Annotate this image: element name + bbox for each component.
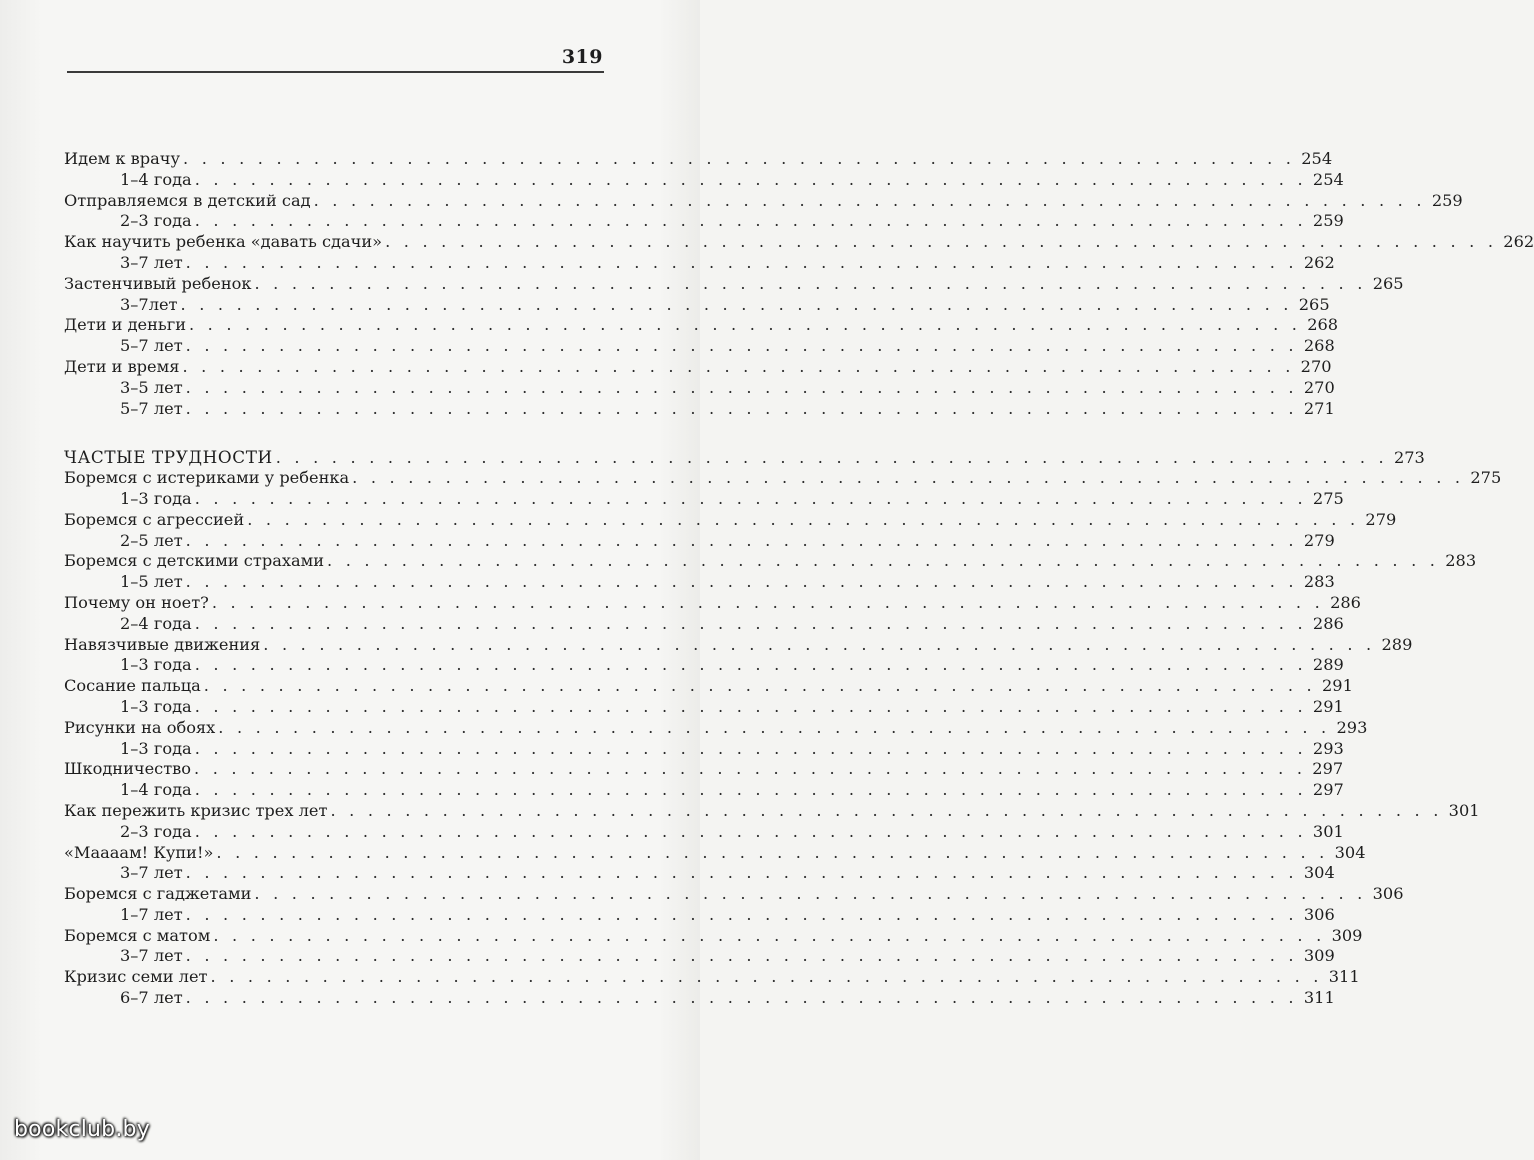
toc-entry-page: 297	[1312, 759, 1344, 779]
toc-entry	[64, 925, 1363, 947]
toc-entry-title: Сосание пальца	[64, 676, 201, 696]
dot-leader: . . . . . . . . . . . . . . . . . . . . . . . . . . . . . . . . . . . . . . . . . . . . . . . . . . . . . . . . . . . .	[194, 759, 1307, 779]
dot-leader: . . . . . . . . . . . . . . . . . . . . . . . . . . . . . . . . . . . . . . . . . . . . . . . . . . . . . . . . . . . .	[182, 356, 1295, 376]
toc-entry-title: 5–7 лет	[120, 336, 183, 356]
toc-sub-entry	[64, 488, 1344, 510]
dot-leader: . . . . . . . . . . . . . . . . . . . . . . . . . . . . . . . . . . . . . . . . . . . . . . . . . . . . . . . . . . . .	[194, 696, 1307, 716]
toc-sub-entry	[64, 336, 1335, 357]
toc-entry-title: Дети и время	[64, 356, 180, 376]
toc-entry-title: Шкодничество	[64, 759, 192, 779]
toc-sub-entry	[64, 169, 1344, 191]
toc-sub-entry	[64, 572, 1335, 593]
toc-entry-title: 2–4 года	[120, 613, 192, 633]
toc-entry-page: 309	[1303, 946, 1335, 966]
toc-entry-title: 1–3 года	[120, 488, 192, 508]
dot-leader: . . . . . . . . . . . . . . . . . . . . . . . . . . . . . . . . . . . . . . . . . . . . . . . . . . . . . . . . . . . .	[313, 190, 1426, 210]
toc-entry-title: 1–3 года	[120, 738, 192, 758]
toc-entry-page: 301	[1448, 800, 1480, 820]
toc-entry	[64, 149, 1333, 170]
toc-entry-title: Отправляемся в детский сад	[64, 190, 311, 210]
dot-leader: . . . . . . . . . . . . . . . . . . . . . . . . . . . . . . . . . . . . . . . . . . . . . . . . . . . . . . . . . . . .	[185, 988, 1298, 1008]
dot-leader: . . . . . . . . . . . . . . . . . . . . . . . . . . . . . . . . . . . . . . . . . . . . . . . . . . . . . . . . . . . .	[247, 509, 1360, 529]
dot-leader: . . . . . . . . . . . . . . . . . . . . . . . . . . . . . . . . . . . . . . . . . . . . . . . . . . . . . . . . . . . .	[263, 634, 1376, 654]
toc-entry-page: 265	[1298, 294, 1330, 314]
toc-entry-title: 1–4 года	[120, 169, 192, 189]
toc-sub-entry	[64, 821, 1344, 843]
toc-entry-title: 3–5 лет	[120, 377, 183, 397]
toc-entry-page: 306	[1372, 884, 1404, 904]
toc-entry-page: 271	[1303, 398, 1335, 418]
dot-leader: . . . . . . . . . . . . . . . . . . . . . . . . . . . . . . . . . . . . . . . . . . . . . . . . . . . . . . . . . . . .	[194, 613, 1307, 633]
toc-entry-title: 3–7лет	[120, 294, 178, 314]
toc-entry-page: 273	[1393, 448, 1425, 468]
dot-leader: . . . . . . . . . . . . . . . . . . . . . . . . . . . . . . . . . . . . . . . . . . . . . . . . . . . . . . . . . . . .	[254, 884, 1367, 904]
toc-entry-title: 3–7 лет	[120, 252, 183, 272]
toc-entry-page: 265	[1372, 273, 1404, 293]
toc-sub-entry	[64, 863, 1335, 884]
toc-sub-entry	[64, 252, 1335, 274]
toc-entry-page: 283	[1445, 551, 1477, 571]
dot-leader: . . . . . . . . . . . . . . . . . . . . . . . . . . . . . . . . . . . . . . . . . . . . . . . . . . . . . . . . . . . .	[203, 676, 1316, 696]
toc-entry-page: 259	[1312, 211, 1344, 231]
watermark-text: bookclub.by	[14, 1117, 150, 1142]
toc-entry-title: Боремся с детскими страхами	[64, 551, 325, 571]
toc-entry-title: Застенчивый ребенок	[64, 273, 252, 293]
toc-entry-title: 2–3 года	[120, 211, 192, 231]
toc-sub-entry	[64, 398, 1335, 420]
toc-entry-title: 3–7 лет	[120, 946, 183, 966]
toc-entry-page: 311	[1328, 967, 1360, 987]
page-number: 319	[561, 46, 603, 68]
toc-entry-page: 311	[1303, 988, 1335, 1008]
toc-entry-page: 279	[1303, 530, 1335, 550]
toc-entry	[64, 315, 1339, 336]
dot-leader: . . . . . . . . . . . . . . . . . . . . . . . . . . . . . . . . . . . . . . . . . . . . . . . . . . . . . . . . . . . .	[183, 149, 1296, 168]
dot-leader: . . . . . . . . . . . . . . . . . . . . . . . . . . . . . . . . . . . . . . . . . . . . . . . . . . . . . . . . . . . .	[254, 273, 1367, 293]
dot-leader: . . . . . . . . . . . . . . . . . . . . . . . . . . . . . . . . . . . . . . . . . . . . . . . . . . . . . . . . . . . .	[185, 530, 1298, 550]
toc-entry-page: 304	[1334, 842, 1366, 862]
toc-entry-page: 291	[1321, 676, 1353, 696]
dot-leader: . . . . . . . . . . . . . . . . . . . . . . . . . . . . . . . . . . . . . . . . . . . . . . . . . . . . . . . . . . . .	[385, 232, 1498, 252]
toc-entry-page: 268	[1307, 315, 1339, 335]
toc-entry-title: 6–7 лет	[120, 988, 183, 1008]
toc-entry	[64, 190, 1463, 212]
toc-sub-entry	[64, 530, 1335, 552]
toc-sub-entry	[64, 946, 1335, 967]
table-of-contents	[64, 149, 1534, 1009]
toc-entry-title: 1–3 года	[120, 696, 192, 716]
toc-entry-page: 268	[1303, 336, 1335, 356]
toc-entry-title: 5–7 лет	[120, 398, 183, 418]
toc-entry-title: 3–7 лет	[120, 863, 183, 883]
toc-sub-entry	[64, 988, 1335, 1009]
toc-entry-title: ЧАСТЫЕ ТРУДНОСТИ	[64, 447, 273, 468]
dot-leader: . . . . . . . . . . . . . . . . . . . . . . . . . . . . . . . . . . . . . . . . . . . . . . . . . . . . . . . . . . . .	[352, 468, 1465, 488]
dot-leader: . . . . . . . . . . . . . . . . . . . . . . . . . . . . . . . . . . . . . . . . . . . . . . . . . . . . . . . . . . . .	[185, 946, 1298, 966]
toc-entry-page: 306	[1303, 904, 1335, 924]
toc-entry-page: 262	[1503, 232, 1534, 252]
toc-entry-page: 259	[1431, 190, 1463, 210]
toc-sub-entry	[64, 780, 1344, 801]
toc-entry	[64, 967, 1360, 988]
toc-entry-page: 304	[1303, 863, 1335, 883]
dot-leader: . . . . . . . . . . . . . . . . . . . . . . . . . . . . . . . . . . . . . . . . . . . . . . . . . . . . . . . . . . . .	[194, 780, 1307, 800]
dot-leader: . . . . . . . . . . . . . . . . . . . . . . . . . . . . . . . . . . . . . . . . . . . . . . . . . . . . . . . . . . . .	[194, 488, 1307, 508]
dot-leader: . . . . . . . . . . . . . . . . . . . . . . . . . . . . . . . . . . . . . . . . . . . . . . . . . . . . . . . . . . . .	[211, 592, 1324, 612]
toc-entry-page: 270	[1300, 356, 1332, 376]
toc-entry	[64, 842, 1366, 864]
toc-sub-entry	[64, 738, 1344, 760]
toc-entry	[64, 468, 1502, 489]
dot-leader: . . . . . . . . . . . . . . . . . . . . . . . . . . . . . . . . . . . . . . . . . . . . . . . . . . . . . . . . . . . .	[185, 336, 1298, 356]
toc-entry	[64, 509, 1397, 531]
toc-entry-page: 254	[1301, 149, 1333, 168]
toc-entry	[64, 759, 1344, 780]
toc-sub-entry	[64, 655, 1344, 676]
toc-entry	[64, 676, 1353, 697]
toc-entry	[64, 232, 1534, 253]
toc-entry-page: 291	[1312, 696, 1344, 716]
toc-entry-title: Боремся с агрессией	[64, 509, 245, 529]
toc-entry-page: 279	[1365, 509, 1397, 529]
toc-entry-page: 289	[1381, 634, 1413, 654]
dot-leader: . . . . . . . . . . . . . . . . . . . . . . . . . . . . . . . . . . . . . . . . . . . . . . . . . . . . . . . . . . . .	[194, 738, 1307, 758]
dot-leader: . . . . . . . . . . . . . . . . . . . . . . . . . . . . . . . . . . . . . . . . . . . . . . . . . . . . . . . . . . . .	[194, 211, 1307, 231]
dot-leader: . . . . . . . . . . . . . . . . . . . . . . . . . . . . . . . . . . . . . . . . . . . . . . . . . . . . . . . . . . . .	[194, 655, 1307, 675]
dot-leader: . . . . . . . . . . . . . . . . . . . . . . . . . . . . . . . . . . . . . . . . . . . . . . . . . . . . . . . . . . . .	[194, 821, 1307, 841]
toc-entry-page: 262	[1303, 252, 1335, 272]
toc-entry-page: 301	[1312, 821, 1344, 841]
toc-entry	[64, 717, 1368, 739]
toc-entry	[64, 800, 1480, 822]
dot-leader: . . . . . . . . . . . . . . . . . . . . . . . . . . . . . . . . . . . . . . . . . . . . . . . . . . . . . . . . . . . .	[185, 377, 1298, 397]
dot-leader: . . . . . . . . . . . . . . . . . . . . . . . . . . . . . . . . . . . . . . . . . . . . . . . . . . . . . . . . . . . .	[330, 800, 1443, 820]
toc-entry-title: «Маааам! Купи!»	[64, 842, 214, 862]
toc-sub-entry	[64, 294, 1330, 316]
dot-leader: . . . . . . . . . . . . . . . . . . . . . . . . . . . . . . . . . . . . . . . . . . . . . . . . . . . . . . . . . . . .	[185, 572, 1298, 592]
toc-entry-page: 286	[1312, 613, 1344, 633]
toc-sub-entry	[64, 696, 1344, 718]
toc-entry-title: 1–5 лет	[120, 572, 183, 592]
toc-entry	[64, 634, 1413, 656]
toc-entry-title: Боремся с матом	[64, 925, 211, 945]
dot-leader: . . . . . . . . . . . . . . . . . . . . . . . . . . . . . . . . . . . . . . . . . . . . . . . . . . . . . . . . . . . .	[213, 925, 1326, 945]
toc-entry-title: Боремся с истериками у ребенка	[64, 468, 350, 488]
dot-leader: . . . . . . . . . . . . . . . . . . . . . . . . . . . . . . . . . . . . . . . . . . . . . . . . . . . . . . . . . . . .	[275, 448, 1388, 468]
dot-leader: . . . . . . . . . . . . . . . . . . . . . . . . . . . . . . . . . . . . . . . . . . . . . . . . . . . . . . . . . . . .	[185, 252, 1298, 272]
dot-leader: . . . . . . . . . . . . . . . . . . . . . . . . . . . . . . . . . . . . . . . . . . . . . . . . . . . . . . . . . . . .	[210, 967, 1323, 987]
dot-leader: . . . . . . . . . . . . . . . . . . . . . . . . . . . . . . . . . . . . . . . . . . . . . . . . . . . . . . . . . . . .	[185, 904, 1298, 924]
dot-leader: . . . . . . . . . . . . . . . . . . . . . . . . . . . . . . . . . . . . . . . . . . . . . . . . . . . . . . . . . . . .	[216, 842, 1329, 862]
toc-section-heading	[64, 447, 1425, 468]
toc-entry-page: 293	[1336, 717, 1368, 737]
toc-sub-entry	[64, 377, 1335, 399]
toc-entry-page: 297	[1312, 780, 1344, 800]
toc-entry	[64, 273, 1404, 295]
toc-entry-title: Навязчивые движения	[64, 634, 261, 654]
toc-entry-title: 2–3 года	[120, 821, 192, 841]
toc-entry-page: 309	[1331, 925, 1363, 945]
toc-entry-title: Как научить ребенка «давать сдачи»	[64, 232, 383, 252]
toc-entry-page: 293	[1312, 738, 1344, 758]
toc-entry-page: 270	[1303, 377, 1335, 397]
toc-entry-title: 1–3 года	[120, 655, 192, 675]
toc-entry-title: Рисунки на обоях	[64, 717, 216, 737]
dot-leader: . . . . . . . . . . . . . . . . . . . . . . . . . . . . . . . . . . . . . . . . . . . . . . . . . . . . . . . . . . . .	[327, 551, 1440, 571]
toc-entry	[64, 592, 1361, 614]
toc-entry-title: Боремся с гаджетами	[64, 884, 252, 904]
toc-entry-title: Идем к врачу	[64, 149, 181, 168]
toc-entry-page: 286	[1330, 592, 1361, 612]
dot-leader: . . . . . . . . . . . . . . . . . . . . . . . . . . . . . . . . . . . . . . . . . . . . . . . . . . . . . . . . . . . .	[194, 169, 1307, 189]
toc-entry-page: 254	[1312, 169, 1344, 189]
toc-entry-title: 1–4 года	[120, 780, 192, 800]
header-rule	[67, 71, 604, 73]
toc-entry-title: Дети и деньги	[64, 315, 186, 335]
toc-entry-title: 2–5 лет	[120, 530, 183, 550]
toc-entry-title: Кризис семи лет	[64, 967, 208, 987]
toc-sub-entry	[64, 613, 1344, 635]
dot-leader: . . . . . . . . . . . . . . . . . . . . . . . . . . . . . . . . . . . . . . . . . . . . . . . . . . . . . . . . . . . .	[180, 294, 1293, 314]
toc-sub-entry	[64, 211, 1344, 232]
toc-entry	[64, 551, 1477, 572]
dot-leader: . . . . . . . . . . . . . . . . . . . . . . . . . . . . . . . . . . . . . . . . . . . . . . . . . . . . . . . . . . . .	[185, 863, 1298, 883]
toc-entry-page: 275	[1470, 468, 1502, 488]
dot-leader: . . . . . . . . . . . . . . . . . . . . . . . . . . . . . . . . . . . . . . . . . . . . . . . . . . . . . . . . . . . .	[185, 398, 1298, 418]
toc-entry	[64, 884, 1404, 905]
toc-entry-title: 1–7 лет	[120, 904, 183, 924]
dot-leader: . . . . . . . . . . . . . . . . . . . . . . . . . . . . . . . . . . . . . . . . . . . . . . . . . . . . . . . . . . . .	[218, 717, 1331, 737]
toc-entry-title: Как пережить кризис трех лет	[64, 800, 328, 820]
toc-entry-page: 275	[1312, 488, 1344, 508]
toc-entry	[64, 356, 1332, 378]
toc-entry-title: Почему он ноет?	[64, 592, 209, 612]
dot-leader: . . . . . . . . . . . . . . . . . . . . . . . . . . . . . . . . . . . . . . . . . . . . . . . . . . . . . . . . . . . .	[188, 315, 1302, 335]
toc-entry-page: 283	[1303, 572, 1335, 592]
toc-entry-page: 289	[1312, 655, 1344, 675]
toc-sub-entry	[64, 904, 1335, 926]
